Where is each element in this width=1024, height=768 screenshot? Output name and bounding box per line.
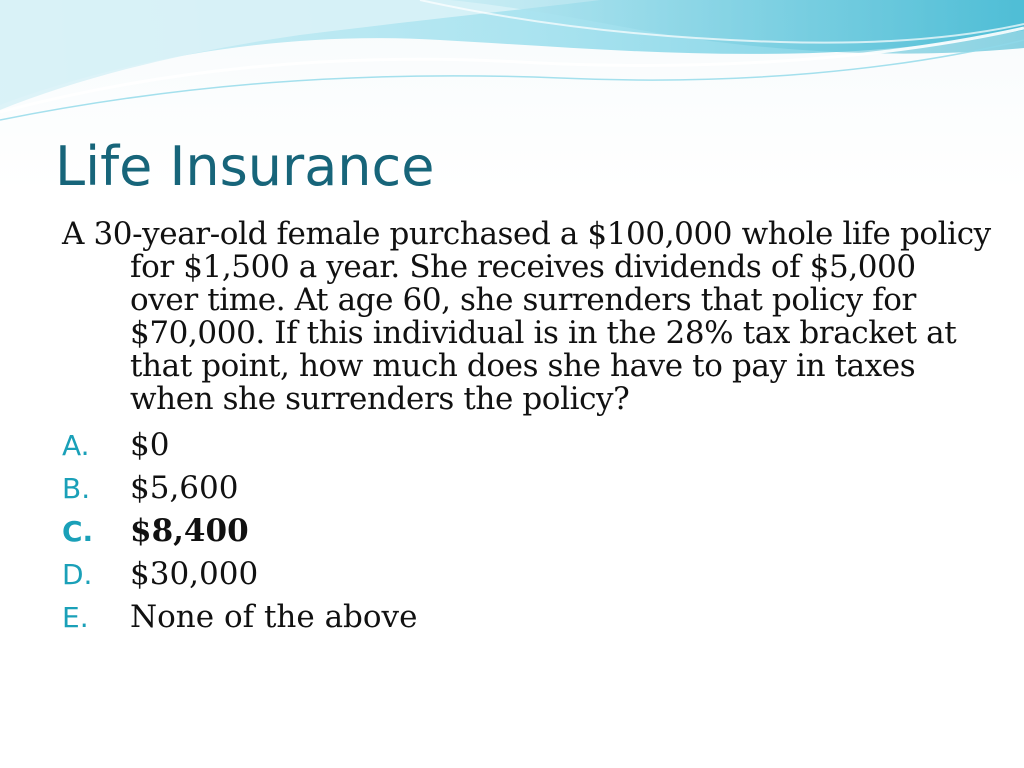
- answer-letter: A.: [62, 429, 90, 462]
- wave-header-decoration: [0, 0, 1024, 130]
- slide-title: Life Insurance: [55, 135, 435, 198]
- answer-option-d: [62, 553, 992, 596]
- question-block: [62, 218, 992, 639]
- answer-letter: E.: [62, 601, 89, 634]
- answer-option-c: [62, 510, 992, 553]
- answer-option-a: [62, 424, 992, 467]
- answer-option-b: [62, 467, 992, 510]
- question-text: A 30-year-old female purchased a $100,000 whole life policy for $1,500 a year. She receives dividends of $5,000 over time. At age 60, she surrenders that policy for $70,000. If this individual is in the 28% tax bracket at that point, how much does she have to pay in taxes when she surrenders the policy?: [62, 216, 991, 417]
- answer-text: $5,600: [130, 470, 239, 506]
- answer-option-e: [62, 596, 992, 639]
- answer-letter: D.: [62, 558, 93, 591]
- answer-text: $30,000: [130, 556, 259, 592]
- answer-list: [62, 424, 992, 639]
- answer-text: None of the above: [130, 599, 418, 635]
- answer-text: $0: [130, 427, 170, 463]
- answer-letter: B.: [62, 472, 91, 505]
- answer-text: $8,400: [130, 513, 249, 549]
- answer-letter: C.: [62, 515, 94, 548]
